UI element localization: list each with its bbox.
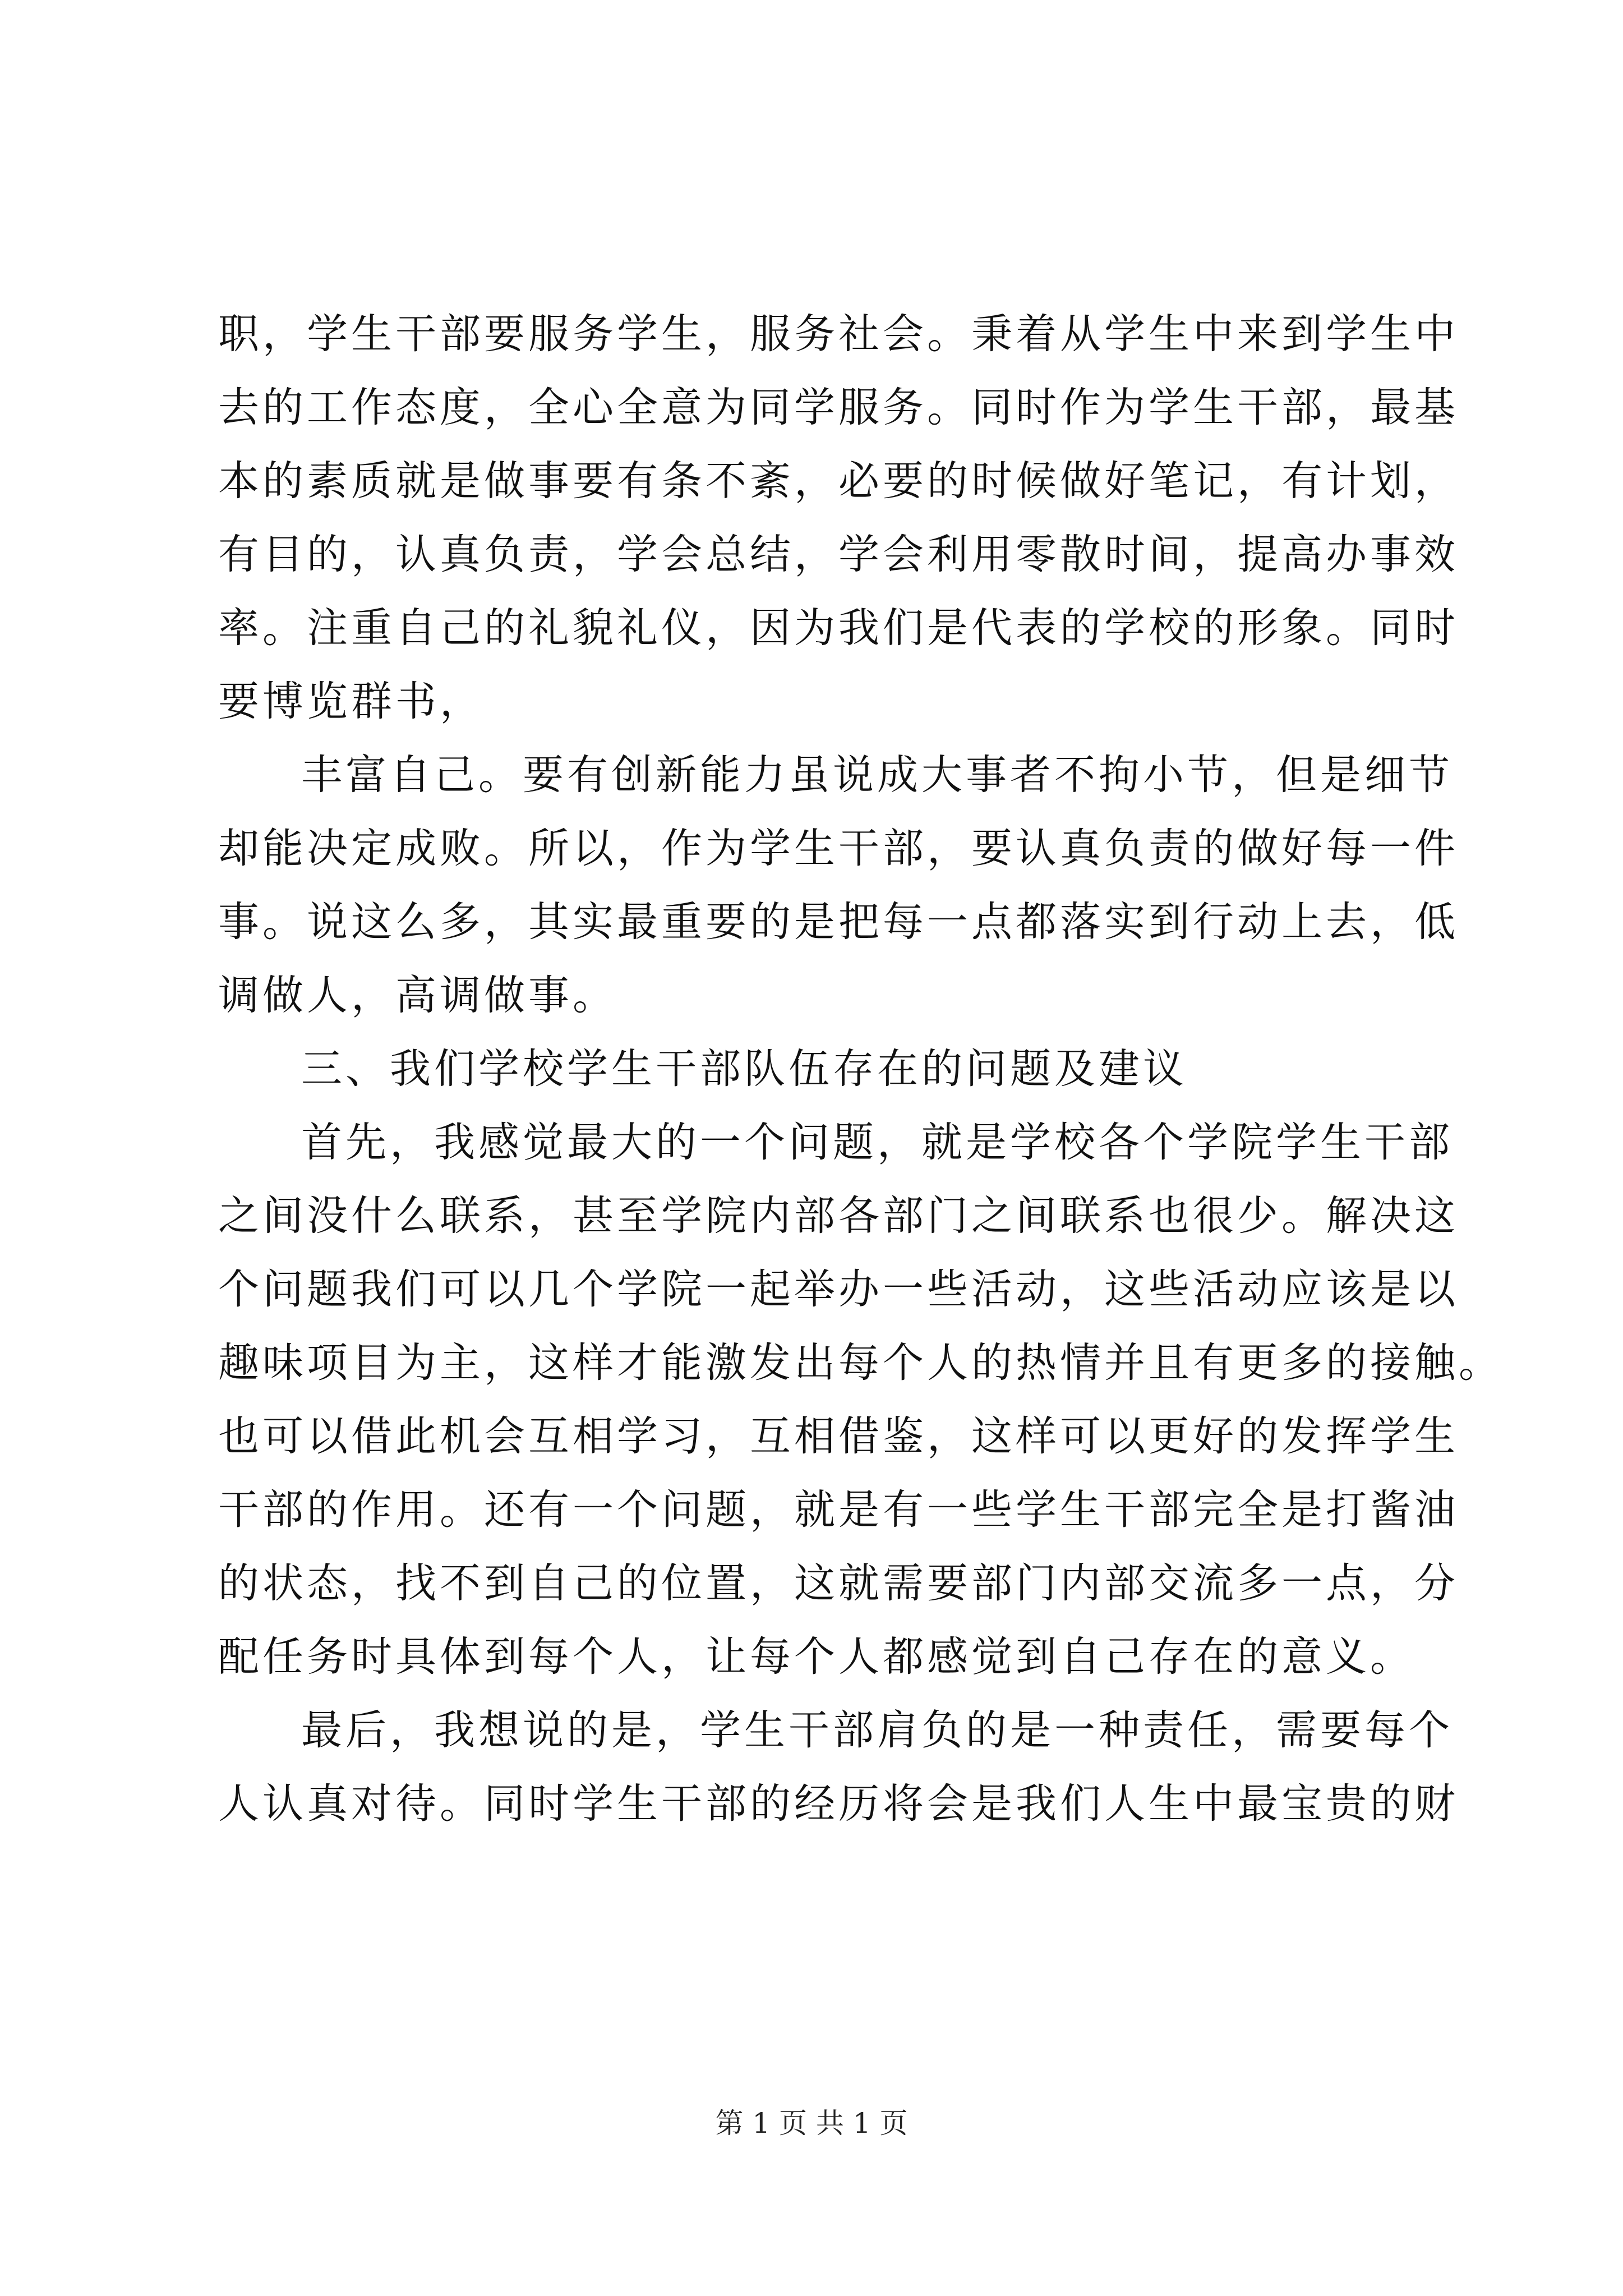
text-line: 个问题我们可以几个学院一起举办一些活动，这些活动应该是以 bbox=[218, 1266, 1459, 1313]
text-line: 之间没什么联系，甚至学院内部各部门之间联系也很少。解决这 bbox=[218, 1192, 1459, 1240]
text-line: 的状态，找不到自己的位置，这就需要部门内部交流多一点，分 bbox=[218, 1559, 1459, 1607]
text-line: 配任务时具体到每个人，让每个人都感觉到自己存在的意义。 bbox=[218, 1633, 1414, 1681]
text-line: 调做人，高调做事。 bbox=[218, 972, 617, 1019]
paragraph-start-line: 丰富自己。要有创新能力虽说成大事者不拘小节，但是细节 bbox=[301, 751, 1453, 799]
text-line: 人认真对待。同时学生干部的经历将会是我们人生中最宝贵的财 bbox=[218, 1780, 1459, 1828]
text-line: 事。说这么多，其实最重要的是把每一点都落实到行动上去，低 bbox=[218, 898, 1459, 946]
text-line: 干部的作用。还有一个问题，就是有一些学生干部完全是打酱油 bbox=[218, 1486, 1459, 1534]
text-line: 要博览群书， bbox=[218, 678, 484, 725]
text-line: 却能决定成败。所以，作为学生干部，要认真负责的做好每一件 bbox=[218, 825, 1459, 872]
page-footer: 第 1 页 共 1 页 bbox=[715, 2107, 908, 2139]
paragraph-start-line: 首先，我感觉最大的一个问题，就是学校各个学院学生干部 bbox=[301, 1119, 1453, 1166]
text-line: 职，学生干部要服务学生，服务社会。秉着从学生中来到学生中 bbox=[218, 310, 1459, 358]
document-body bbox=[218, 297, 1503, 1841]
section-heading: 三、我们学校学生干部队伍存在的问题及建议 bbox=[301, 1045, 1187, 1093]
text-line: 本的素质就是做事要有条不紊，必要的时候做好笔记，有计划， bbox=[218, 457, 1459, 505]
text-line: 率。注重自己的礼貌礼仪，因为我们是代表的学校的形象。同时 bbox=[218, 604, 1459, 652]
text-line: 趣味项目为主，这样才能激发出每个人的热情并且有更多的接触。 bbox=[218, 1339, 1503, 1387]
text-line: 有目的，认真负责，学会总结，学会利用零散时间，提高办事效 bbox=[218, 531, 1459, 578]
text-line: 也可以借此机会互相学习，互相借鉴，这样可以更好的发挥学生 bbox=[218, 1412, 1459, 1460]
paragraph-start-line: 最后，我想说的是，学生干部肩负的是一种责任，需要每个 bbox=[301, 1706, 1453, 1754]
text-line: 去的工作态度，全心全意为同学服务。同时作为学生干部，最基 bbox=[218, 384, 1459, 431]
